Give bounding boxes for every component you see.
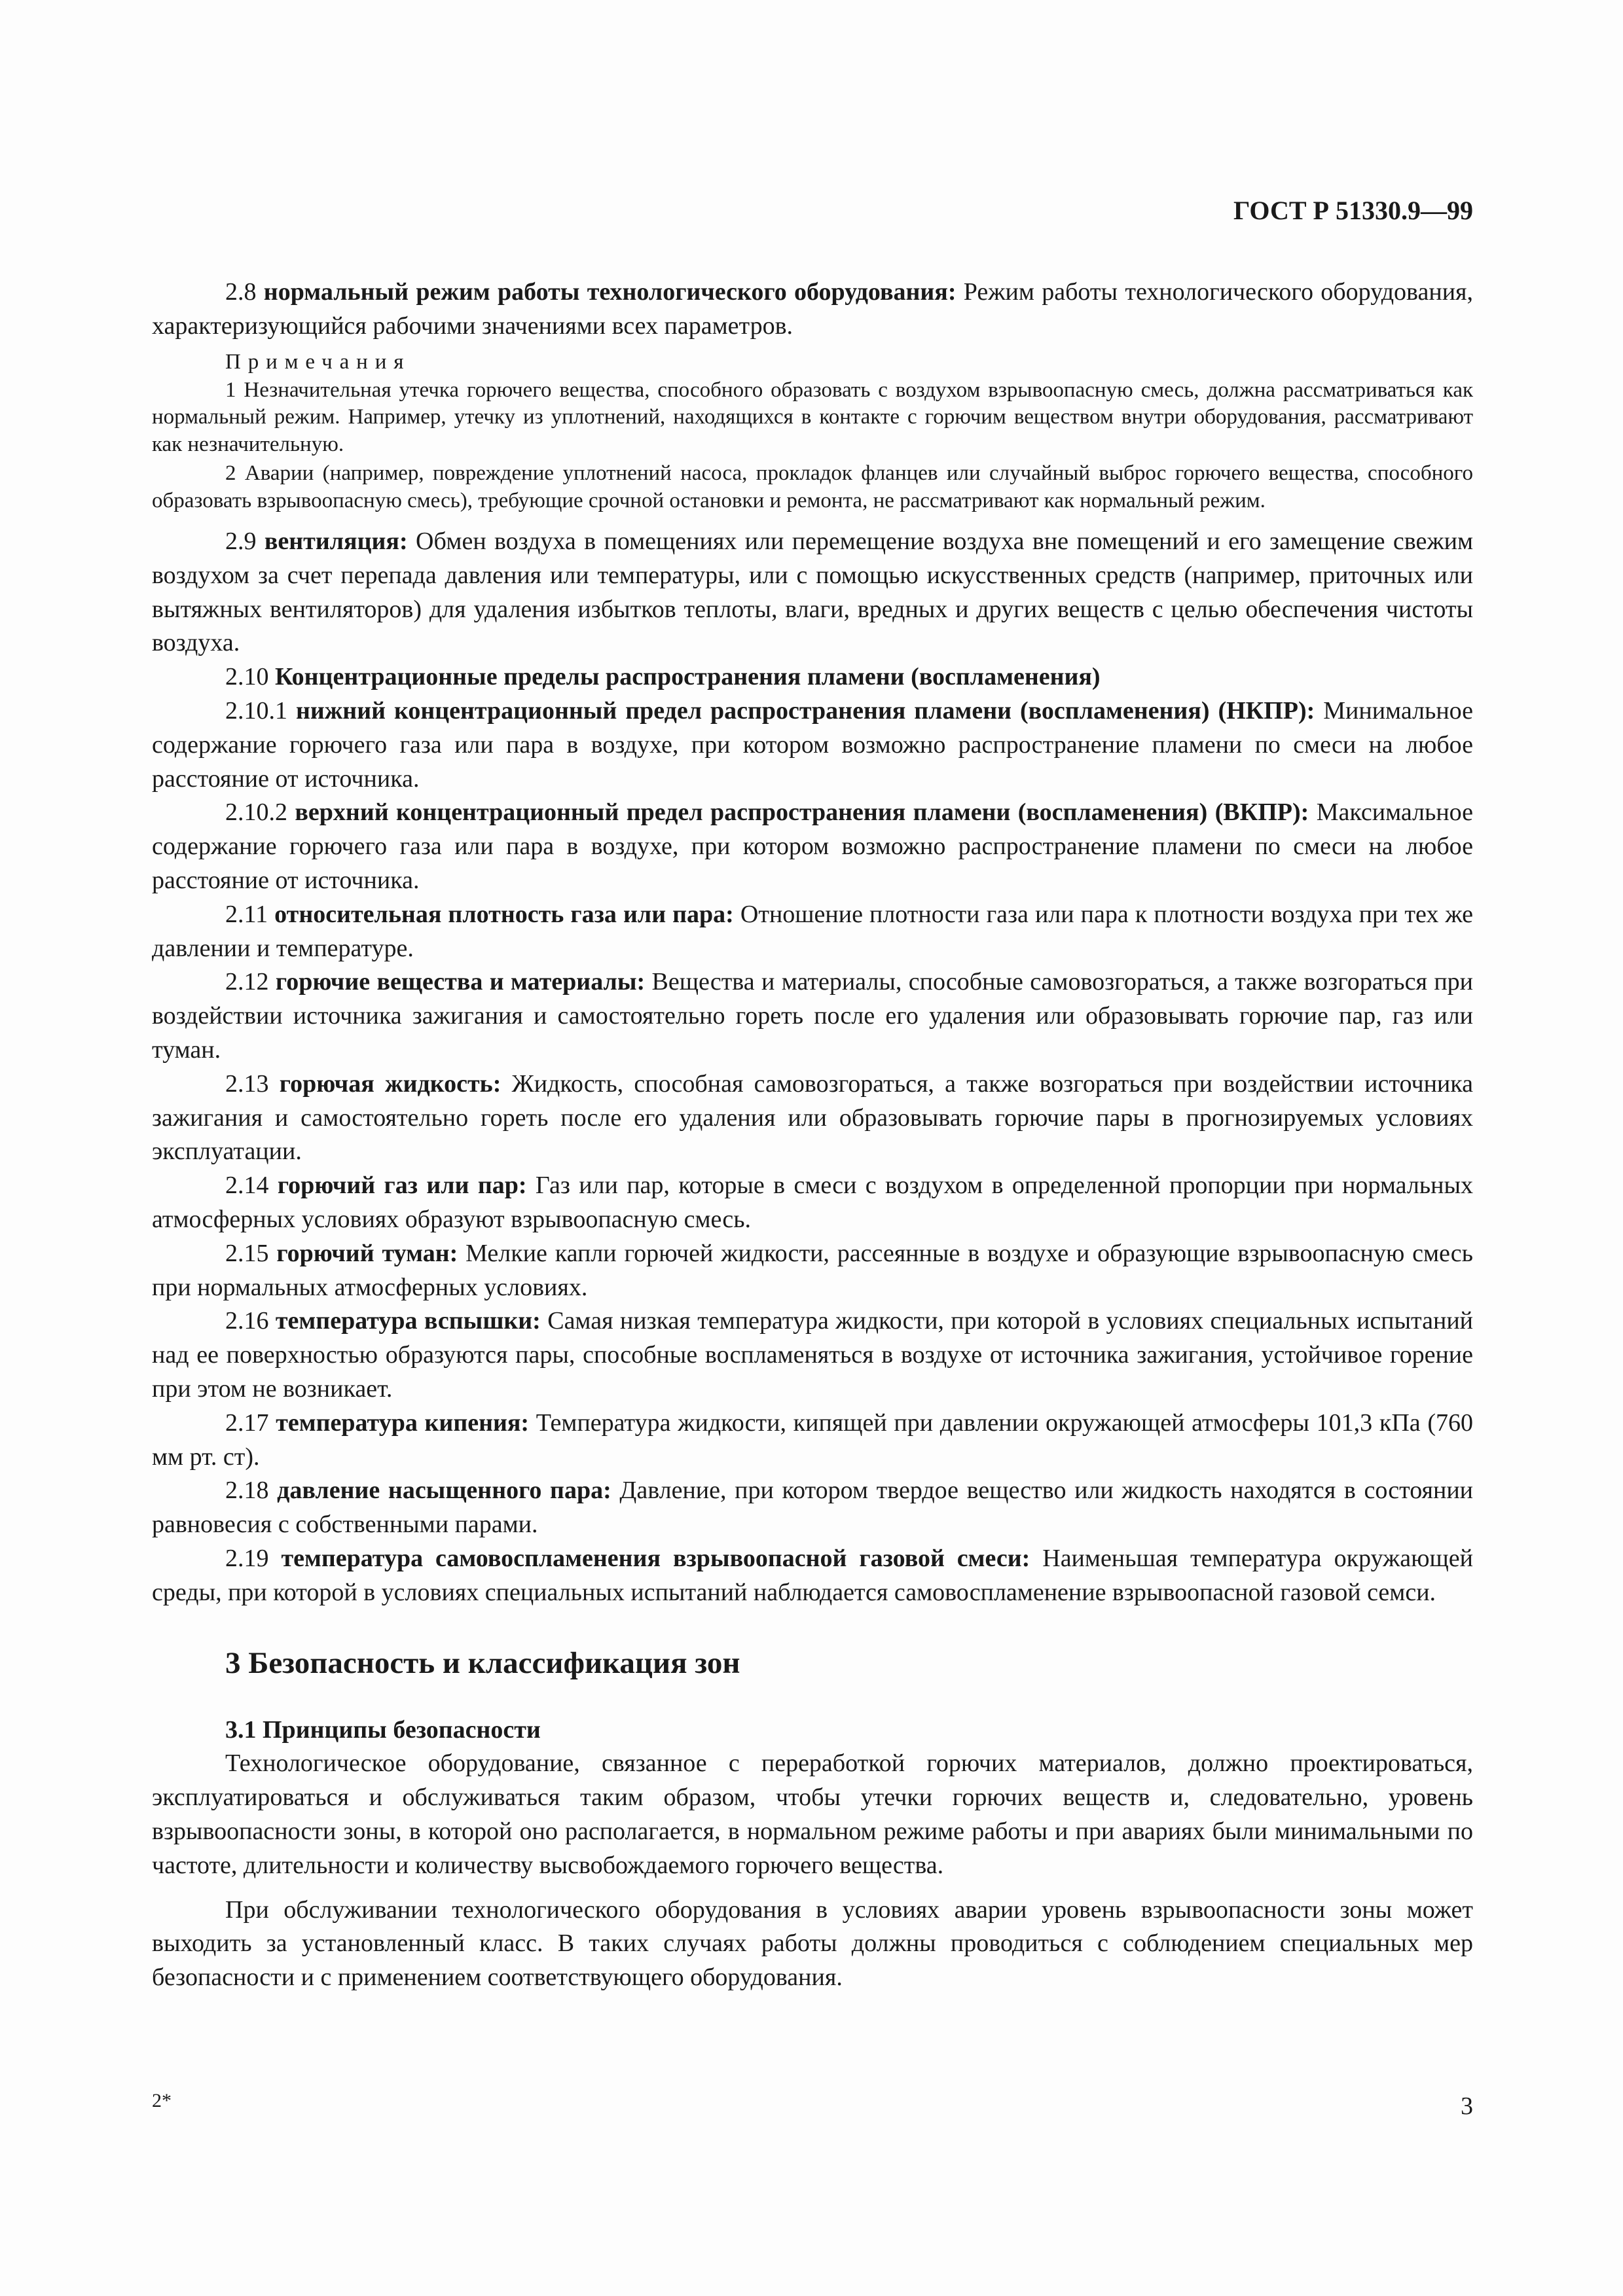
term-definition: Газ или пар, которые в смеси с воздухом в определенной пропорции при нормальных атмосферных условиях образуют взрывоопасную смесь. [152,1172,1474,1234]
term-2-10-1 [152,694,1473,796]
term-definition: Мелкие капли горючей жидкости, рассеянные в воздухе и образующие взрывоопасную смесь при нормальных атмосферных условиях. [152,1239,1473,1301]
term-2-8 [152,276,1473,344]
document-number: ГОСТ Р 51330.9—99 [1233,196,1473,225]
note-2: 2 Аварии (например, повреждение уплотнений насоса, прокладок фланцев или случайный выброс горючего вещества, способного образовать взрывоопасную смесь), требующие срочной остановки и ремонта, не рассматривают как нормальный режим. [152,461,1473,512]
term-name: вентиляция: [264,528,408,556]
term-definition: Минимальное содержание горючего газа или пара в воздухе, при котором возможно распространение пламени по смеси на любое расстояние от источника. [152,697,1473,793]
term-name: температура самовоспламенения взрывоопасной газовой смеси: [281,1545,1030,1572]
term-2-9 [152,525,1473,660]
term-number: 2.13 [225,1069,269,1098]
term-2-11 [152,898,1473,966]
term-name: нормальный режим работы технологического оборудования: [263,278,957,306]
term-name: давление насыщенного пара: [277,1477,611,1505]
document-body [152,276,1473,1995]
term-number: 2.18 [225,1477,269,1505]
term-definition: Самая низкая температура жидкости, при которой в условиях специальных испытаний над ее поверхностью образуются пары, способные воспламеняться в воздухе от источника зажигания, устойчивое горение при этом не возникает. [152,1307,1473,1403]
term-2-15 [152,1237,1473,1305]
term-definition: Режим работы технологического оборудования, характеризующийся рабочими значениями всех параметров. [152,278,1474,340]
term-number: 2.10.1 [225,697,287,725]
paragraph-3-1-a: Технологическое оборудование, связанное с переработкой горючих материалов, должно проектироваться, эксплуатироваться и обслуживаться таким образом, чтобы утечки горючих веществ и, следовательно, уровень взрывоопасности зоны, в которой оно располагается, в нормальном режиме работы и при авариях были минимальными по частоте, длительности и количеству высвобождаемого горючего вещества. [152,1749,1473,1879]
term-number: 2.10.2 [225,798,287,827]
term-name: относительная плотность газа или пара: [274,900,734,928]
term-2-14 [152,1169,1473,1237]
paragraph-3-1-b: При обслуживании технологического оборудования в условиях аварии уровень взрывоопасности зоны может выходить за установленный класс. В таких случаях работы должны проводиться с соблюдением специальных мер безопасности и с применением соответствующего оборудования. [152,1895,1473,1992]
notes-title: Примечания [225,350,411,374]
term-definition: Давление, при котором твердое вещество или жидкость находятся в состоянии равновесия с собственными парами. [152,1477,1473,1539]
term-name: температура кипения: [276,1408,530,1437]
term-definition: Максимальное содержание горючего газа или пара в воздухе, при котором возможно распространение пламени по смеси на любое расстояние от источника. [152,798,1474,895]
note-1: 1 Незначительная утечка горючего вещества, способного образовать с воздухом взрывоопасную смесь, должна рассматриваться как нормальный режим. Например, утечку из уплотнений, находящихся в контакте с горючим веществом внутри оборудования, рассматривают как незначительную. [152,378,1473,456]
term-number: 2.11 [225,900,268,928]
term-number: 2.17 [225,1408,269,1437]
term-definition: Вещества и материалы, способные самовозгораться, а также возгораться при воздействии источника зажигания и самостоятельно гореть после его удаления или образовывать горючие пар, газ или туман. [152,968,1474,1064]
subsection-3-1-title: 3.1 Принципы безопасности [225,1715,541,1744]
section-3-title: 3 Безопасность и классификация зон [225,1645,740,1680]
term-definition: Температура жидкости, кипящей при давлении окружающей атмосферы 101,3 кПа (760 мм рт. ст). [152,1408,1473,1471]
term-number: 2.14 [225,1172,269,1200]
term-name: Концентрационные пределы распространения пламени (воспламенения) [275,663,1101,691]
page-number: 3 [1461,2092,1473,2120]
term-number: 2.15 [225,1239,269,1267]
term-name: верхний концентрационный предел распространения пламени (воспламенения) (ВКПР): [295,798,1309,827]
term-name: нижний концентрационный предел распространения пламени (воспламенения) (НКПР): [295,697,1315,725]
term-2-10-2 [152,796,1473,897]
term-2-16 [152,1304,1473,1406]
term-definition: Жидкость, способная самовозгораться, а также возгораться при воздействии источника зажигания и самостоятельно гореть после его удаления или образовывать горючие пары в прогнозируемых условиях эксплуатации. [152,1069,1474,1166]
term-2-12 [152,965,1473,1067]
term-number: 2.19 [225,1545,269,1572]
term-2-10 [152,660,1473,694]
term-definition: Отношение плотности газа или пара к плотности воздуха при тех же давлении и температуре. [152,900,1474,962]
term-number: 2.9 [225,528,257,556]
term-name: температура вспышки: [275,1307,541,1335]
term-2-18 [152,1474,1473,1542]
term-name: горючая жидкость: [279,1069,501,1098]
term-2-17 [152,1407,1473,1475]
term-definition: Обмен воздуха в помещениях или перемещение воздуха вне помещений и его замещение свежим воздухом за счет перепада давления или температуры, или с помощью искусственных средств (например, приточных или вытяжных вентиляторов) для удаления избытков теплоты, влаги, вредных и других веществ с целью обеспечения чистоты воздуха. [152,528,1473,657]
term-name: горючий газ или пар: [277,1172,527,1200]
term-number: 2.16 [225,1307,269,1335]
term-number: 2.12 [225,968,269,996]
term-number: 2.8 [225,278,257,306]
footer-mark: 2* [152,2090,172,2111]
term-name: горючий туман: [276,1239,458,1267]
term-definition: Наименьшая температура окружающей среды, при которой в условиях специальных испытаний наблюдается самовоспламенение взрывоопасной газовой семси. [152,1545,1473,1606]
term-2-19 [152,1542,1473,1610]
term-2-13 [152,1067,1473,1169]
term-name: горючие вещества и материалы: [275,968,646,996]
term-number: 2.10 [225,663,269,691]
